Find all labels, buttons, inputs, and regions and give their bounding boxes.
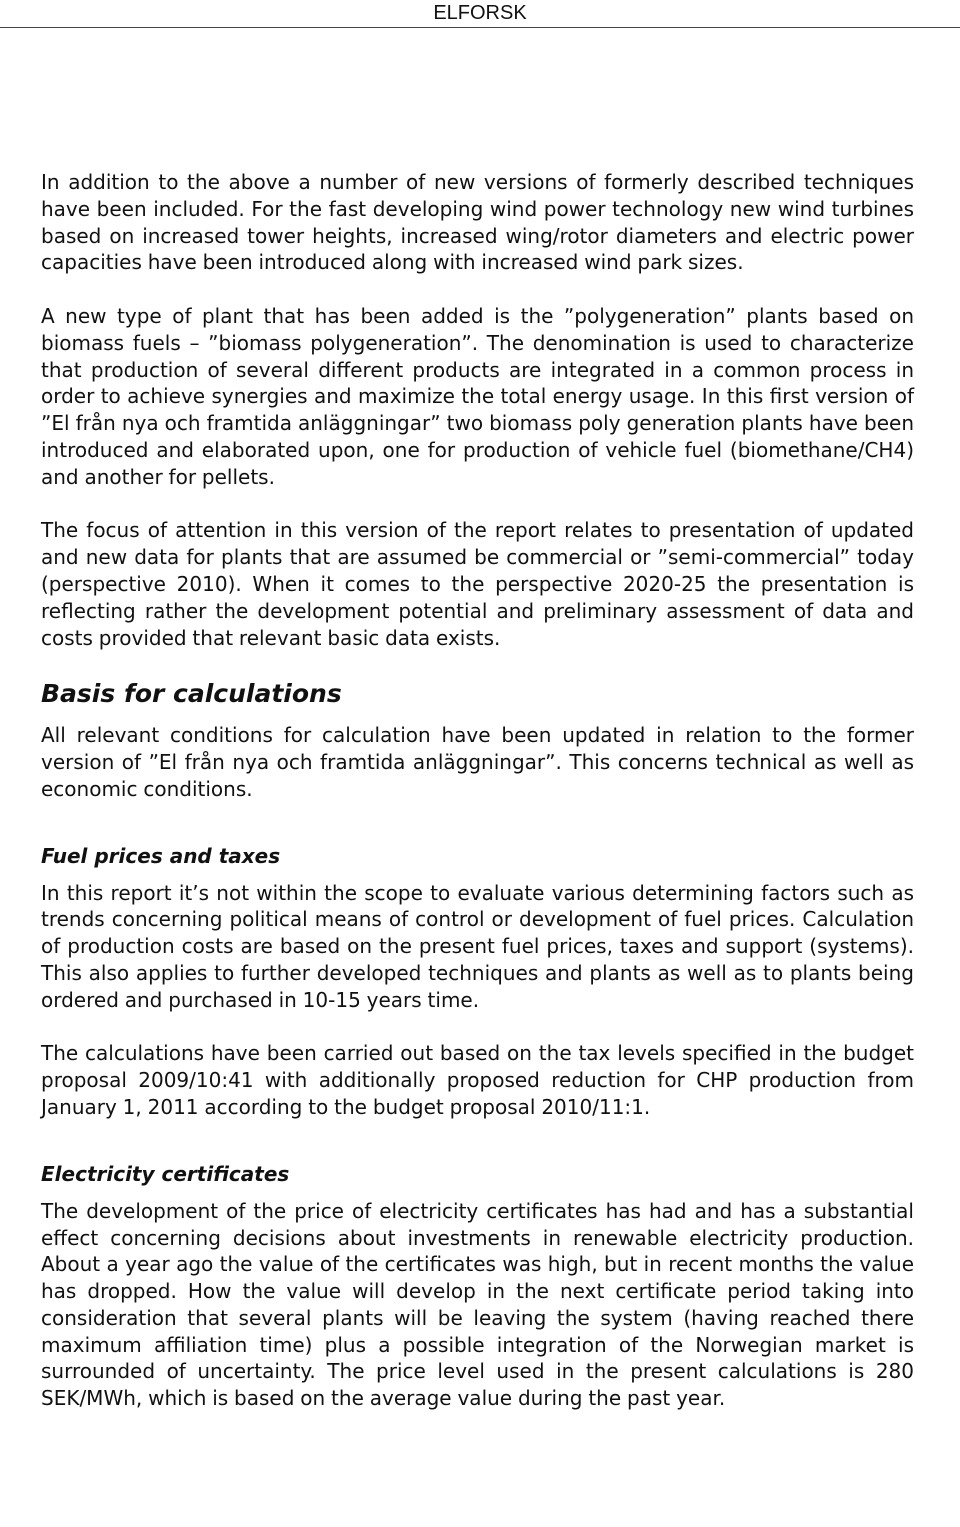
intro-paragraph-focus: The focus of attention in this version of the report relates to presentation of updated and new data for plants that are assumed be commercial or ˮsemi-commercialˮ today (perspective 2010). When it comes to the perspective 2020-25 the presentation is reflecting rather the development potential and preliminary assessment of data and costs provided that relevant basic data exists. — [41, 518, 914, 650]
intro-paragraph-new-techniques: In addition to the above a number of new versions of formerly described techniques have been included. For the fast developing wind power technology new wind turbines based on increased tower heights, increased wing/rotor diameters and electric power capacities have been introduced along with increased wind park sizes. — [41, 170, 914, 275]
heading-basis-for-calculations: Basis for calculations — [41, 679, 342, 709]
heading-fuel-prices-and-taxes: Fuel prices and taxes — [41, 843, 281, 868]
fuel-paragraph-tax-levels: The calculations have been carried out based on the tax levels specified in the budget proposal 2009/10:41 with additionally proposed reduction for CHP production from January 1, 2011 according to the budget proposal 2010/11:1. — [41, 1041, 914, 1119]
document-body — [41, 169, 914, 1412]
basis-paragraph: All relevant conditions for calculation have been updated in relation to the former version of ˮEl från nya och framtida anläggningarˮ. This concerns technical as well as economic conditions. — [41, 723, 914, 801]
header-divider — [0, 27, 960, 28]
running-header: ELFORSK — [433, 2, 527, 24]
certificates-paragraph: The development of the price of electricity certificates has had and has a substantial effect concerning decisions about investments in renewable electricity production. About a year ago the value of the certificates was high, but in recent months the value has dropped. How the value will develop in the next certificate period taking into consideration that several plants will be leaving the system (having reached there maximum affiliation time) plus a possible integration of the Norwegian market is surrounded of uncertainty. The price level used in the present calculations is 280 SEK/MWh, which is based on the average value during the past year. — [41, 1198, 914, 1411]
intro-paragraph-polygeneration: A new type of plant that has been added is the ˮpolygenerationˮ plants based on biomass fuels – ˮbiomass polygenerationˮ. The denomination is used to characterize that production of several different products are integrated in a common process in order to achieve synergies and maximize the total energy usage. In this first version of ˮEl från nya och framtida anläggningarˮ two biomass poly generation plants have been introduced and elaborated upon, one for production of vehicle fuel (biomethane/CH4) and another for pellets. — [41, 303, 914, 489]
heading-electricity-certificates: Electricity certificates — [41, 1161, 290, 1186]
fuel-paragraph-scope: In this report it’s not within the scope to evaluate various determining factors such as trends concerning political means of control or development of fuel prices. Calculation of production costs are based on the present fuel prices, taxes and support (systems). This also applies to further developed techniques and plants as well as to plants being ordered and purchased in 10-15 years time. — [41, 880, 914, 1012]
